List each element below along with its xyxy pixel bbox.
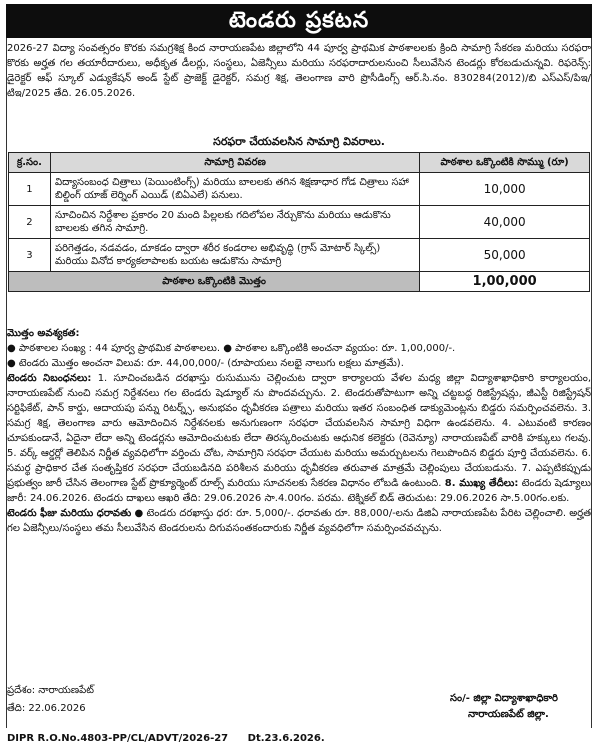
tender-body (7, 326, 591, 646)
total-row (9, 272, 590, 292)
signature-district: నారాయణపేట్ జిల్లా. (468, 709, 549, 720)
place-line: ప్రదేశం: నారాయణపేట్ (7, 685, 94, 696)
row-amount: 40,000 (420, 206, 590, 239)
fee-label: టెండరు ఫీజు మరియు ధరావతు (7, 508, 132, 519)
row-number: 2 (9, 206, 51, 239)
conditions-label: టెండరు నిబంధనలు: (7, 373, 92, 384)
table-row (9, 206, 590, 239)
total-amount: 1,00,000 (420, 272, 590, 292)
release-order-number: DIPR R.O.No.4803-PP/CL/ADVT/2026-27 (7, 733, 229, 744)
dipr-footer (7, 733, 341, 744)
row-amount: 10,000 (420, 173, 590, 206)
row-number: 3 (9, 239, 51, 272)
row-amount: 50,000 (420, 239, 590, 272)
requirement-line-2: ● టెండరు మొత్తం అంచనా విలువ: రూ. 44,00,000/- (రూపాయలు నలభై నాలుగు లక్షలు మాత్రమే). (7, 358, 404, 369)
conditions-text: 1. సూచించబడిన దరఖాస్తు రుసుమును చెల్లించుట ద్వారా కార్యాలయ వేళల మధ్య జిల్లా విద్యాశాఖాధికారి కార్యాలయం, నారాయణపేట్ నుంచి సమగ్ర నిర్దేశనలు గల టెండరు షెడ్యూల్ ను పొందవచ్చును. 2. టెండరుతోపాటుగా అన్ని చట్టబద్ధ రిజిస్ట్రేషన్లు, జీఎస్టీ రిజిస్ట్రేషన్ సర్టిఫికేట్, పాన్ కార్డు, ఆదాయపు పన్ను రిటర్న్స్, అనుభవం ధృవీకరణ పత్రాలు మరియు ఇతర సంబంధిత డాక్యుమెంట్లను బిడ్డరు సమర్పించవలెను. 3. సమగ్ర శిక్ష, తెలంగాణ వారు ఆమోదించిన నిర్దేశనలకు అనుగుణంగా సరఫరా చేయవలసిన సామాగ్రి విధిగా ఉండవలెను. 4. ఎటువంటి కారణం చూపకుండానే, ఏదైనా లేదా అన్ని టెండర్లను ఆమోదించుటకు లేదా తిరస్కరించుటకు ఆధునిక కలెక్టరు (రెవెన్యూ) నారాయణపేట్ వారికి హక్కులు గలవు. 5. వర్క్ ఆర్డర్లో తెలిపిన నిర్ణీత వ్యవధిలోగా వర్తించు చోట, సామాగ్రిని సరఫరా చేయుట మరియు అమర్చుటలను గెలుపొందిన బిడ్డరు పూర్తి చేయవలెను. 6. సమర్థ ప్రాధికార చేత సంతృప్తికర సరఫరా చేయబడినది పరిశీలన మరియు ధృవీకరణ తరువాత మాత్రమే చెల్లింపులు చేయబడును. 7. ఎప్పటికప్పుడు ప్రభుత్వం జారీ చేసిన తెలంగాణ స్టేట్ ప్రొక్యూర్మెంట్ రూల్స్ మరియు సూచనలకు సేకరణ విధానం లోబడి ఉంటుంది. (7, 373, 591, 489)
col-header-no: క్ర.సం. (9, 153, 51, 173)
col-header-desc: సామాగ్రి వివరణ (50, 153, 419, 173)
fee-text: ● టెండరు దరఖాస్తు ధర: రూ. 5,000/-. ధరావతు రూ. 88,000/-లను డిజిఏ నారాయణపేట పేరిట చెల్లించాలి. అర్హత గల ఏజెన్సీలు/సంస్థలు తమ సీలువేసిన టెండరులను దిగువసంతకందారుకు నిర్ణీత వ్యవధిలోగా సమర్పించవచ్చును. (7, 508, 591, 534)
table-row (9, 239, 590, 272)
date-line: తేది: 22.06.2026 (7, 703, 86, 714)
supply-heading: సరఫరా చేయవలసిన సామాగ్రి వివరాలు. (213, 135, 385, 148)
intro-paragraph: 2026-27 విద్యా సంవత్సరం కొరకు సమగ్రశిక్ష కింద నారాయణపేట జిల్లాలోని 44 పూర్వ ప్రాథమిక పాఠశాలలకు క్రింది సామాగ్రి సేకరణ మరియు సరఫరా కొరకు అర్హత గల తయారీదారులు, అధీకృత డీలర్లు, సంస్థలు, ఏజెన్సీలు మరియు సరఫరాదారులనుంచి సీలువేసిన టెండర్లు కోరబడుచున్నవి. రిఫరెన్స్: డైరెక్టర్ ఆఫ్ స్కూల్ ఎడ్యుకేషన్ అండ్ స్టేట్ ప్రాజెక్ట్ డైరెక్టర్, సమగ్ర శిక్ష, తెలంగాణ వారి ప్రొసీడింగ్స్ ఆర్.సి.నం. 830284(2012)/బి ఎస్ఎస్/పిఇ/టిఇ/2025 తేది. 26.05.2026. (7, 43, 591, 99)
requirement-line-1: ● పాఠశాలల సంఖ్య : 44 పూర్వ ప్రాథమిక పాఠశాలలు. ● పాఠశాల ఒక్కొంటికి అంచనా వ్యయం: రూ. 1,00,000/-. (7, 343, 456, 354)
row-number: 1 (9, 173, 51, 206)
notice-title: టెండరు ప్రకటన (6, 4, 592, 38)
total-label: పాఠశాల ఒక్కొంటికి మొత్తం (9, 272, 420, 292)
row-description: విద్యాసంబంధ చిత్రాలు (పెయింటింగ్స్) మరియు బాలలకు తగిన శిక్షణాధార గోడ చిత్రాలు సహా బిల్డింగ్ యాజ్ లెర్నింగ్ ఎయిడ్ (బిఏఎలే) పనులు. (50, 173, 419, 206)
col-header-amount: పాఠశాల ఒక్కొంటికి సొమ్ము (రూ) (420, 153, 590, 173)
key-dates-label: 8. ముఖ్య తేదీలు: (444, 478, 519, 489)
requirement-label: మొత్తం అవశ్యకత: (7, 328, 80, 339)
items-table (8, 152, 590, 292)
table-header-row (9, 153, 590, 173)
row-description: పరిగెత్తడం, నడవడం, దూకడం ద్వారా శరీర కండరాల అభివృద్ధి (గ్రాస్ మోటార్ స్కిల్స్) మరియు వినోద కార్యకలాపాలకు బయట ఆడుకొను సామాగ్రి (50, 239, 419, 272)
signature-title: సం/- జిల్లా విద్యాశాఖాధికారి (450, 693, 558, 704)
release-date: Dt.23.6.2026. (247, 733, 325, 744)
key-dates-text: టెండరు షెడ్యూలు జారీ: 24.06.2026. టెండరు దాఖలు ఆఖరి తేది: 29.06.2026 సా.4.00గం. పరమ. టెక్నికల్ బిడ్ తెరుచుట: 29.06.2026 సా.5.00గం.లకు. (7, 478, 591, 504)
table-row (9, 173, 590, 206)
row-description: సూచించిన నిర్దేశాల ప్రకారం 20 మంది పిల్లలకు గదిలోపల నేర్చుకొను మరియు ఆడుకొను బాలలకు తగిన సామాగ్రి. (50, 206, 419, 239)
